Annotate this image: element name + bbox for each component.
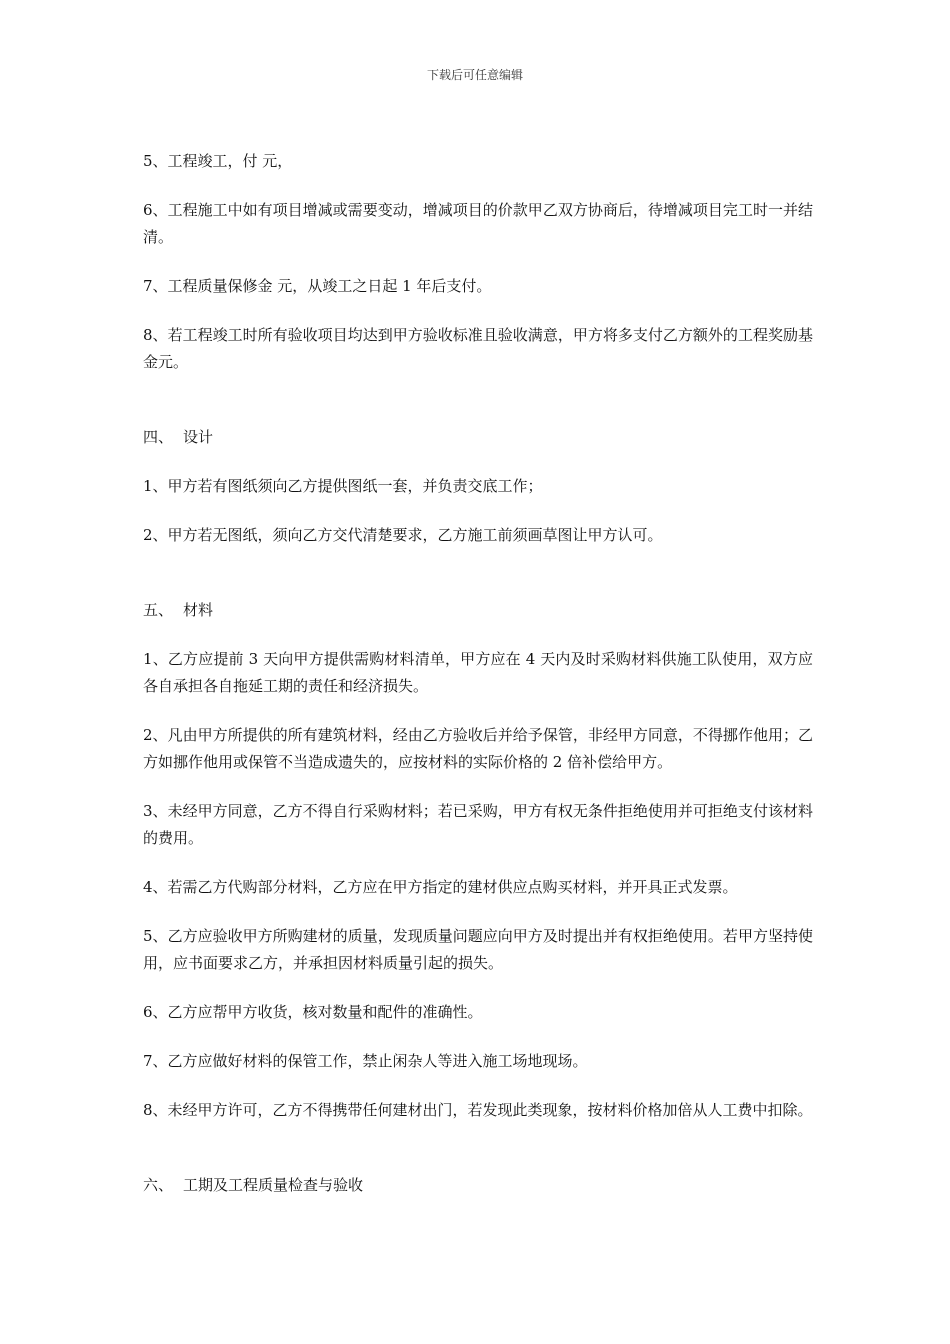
- clause-materials-5: 5、乙方应验收甲方所购建材的质量，发现质量问题应向甲方及时提出并有权拒绝使用。若甲方坚持使用，应书面要求乙方，并承担因材料质量引起的损失。: [143, 927, 813, 972]
- page-header: 下载后可任意编辑: [426, 68, 523, 82]
- clause-design-sketch: 2、甲方若无图纸，须向乙方交代清楚要求，乙方施工前须画草图让甲方认可。: [143, 526, 663, 544]
- section-number: 四、: [143, 428, 174, 446]
- section-title: 工期及工程质量检查与验收: [183, 1176, 364, 1194]
- document-body: [143, 148, 813, 1221]
- section-title: 材料: [183, 601, 214, 619]
- section-number: 五、: [143, 601, 174, 619]
- clause-payment-completion: 5、工程竣工，付 元，: [143, 152, 293, 170]
- clause-materials-7: 7、乙方应做好材料的保管工作，禁止闲杂人等进入施工场地现场。: [143, 1052, 588, 1070]
- clause-materials-4: 4、若需乙方代购部分材料，乙方应在甲方指定的建材供应点购买材料，并开具正式发票。: [143, 878, 738, 896]
- clause-warranty-deposit: 7、工程质量保修金 元，从竣工之日起 1 年后支付。: [143, 277, 492, 295]
- section-heading-schedule-quality: [143, 1172, 813, 1199]
- clause-materials-6: 6、乙方应帮甲方收货，核对数量和配件的准确性。: [143, 1003, 483, 1021]
- section-number: 六、: [143, 1176, 174, 1194]
- clause-design-drawings: 1、甲方若有图纸须向乙方提供图纸一套，并负责交底工作；: [143, 477, 543, 495]
- clause-materials-1: 1、乙方应提前 3 天向甲方提供需购材料清单，甲方应在 4 天内及时采购材料供施工队使用，双方应各自承担各自拖延工期的责任和经济损失。: [143, 650, 813, 695]
- section-heading-materials: [143, 597, 813, 624]
- clause-bonus: 8、若工程竣工时所有验收项目均达到甲方验收标准且验收满意，甲方将多支付乙方额外的工程奖励基金元。: [143, 326, 813, 371]
- clause-materials-3: 3、未经甲方同意，乙方不得自行采购材料；若已采购，甲方有权无条件拒绝使用并可拒绝支付该材料的费用。: [143, 802, 813, 847]
- clause-payment-changes: 6、工程施工中如有项目增减或需要变动，增减项目的价款甲乙双方协商后，待增减项目完工时一并结清。: [143, 201, 813, 246]
- clause-materials-2: 2、凡由甲方所提供的所有建筑材料，经由乙方验收后并给予保管，非经甲方同意，不得挪作他用；乙方如挪作他用或保管不当造成遗失的，应按材料的实际价格的 2 倍补偿给甲方。: [143, 726, 813, 771]
- section-title: 设计: [183, 428, 214, 446]
- clause-materials-8: 8、未经甲方许可，乙方不得携带任何建材出门，若发现此类现象，按材料价格加倍从人工费中扣除。: [143, 1101, 813, 1119]
- section-heading-design: [143, 424, 813, 451]
